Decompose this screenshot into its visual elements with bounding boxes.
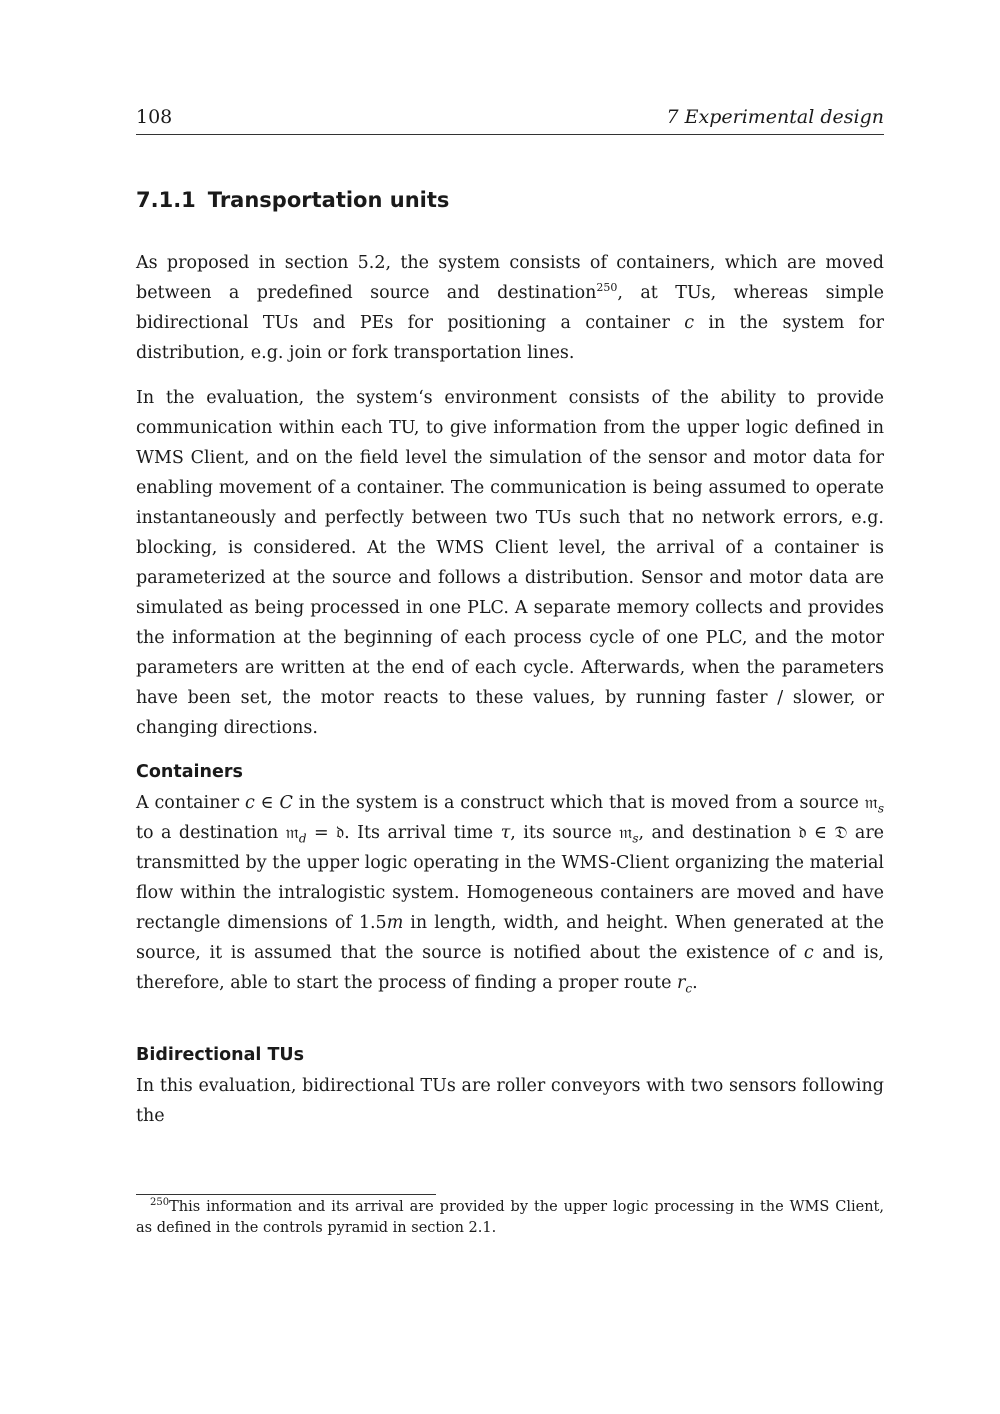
text-run: in the system is a construct which that is moved from a source: [292, 793, 865, 813]
math-var: m: [386, 913, 404, 933]
bidirectional-paragraph: In this evaluation, bidirectional TUs are roller conveyors with two sensors following the: [136, 1076, 884, 1126]
math-expr: 𝔡 ∈ 𝔇: [798, 823, 848, 843]
math-expr: = 𝔡: [306, 823, 345, 843]
math-symbol: 𝔪: [864, 793, 878, 813]
text-run: As proposed in section 5.2, the system consists of containers, which are moved between a predefined source and destination: [136, 253, 884, 303]
text-run: , its source: [510, 823, 620, 843]
math-var: c: [803, 943, 814, 963]
page-number: 108: [136, 106, 173, 128]
math-var: c: [684, 313, 695, 333]
math-subscript: c: [685, 981, 693, 996]
chapter-title: 7 Experimental design: [666, 106, 884, 128]
math-subscript: s: [632, 831, 639, 846]
text-run: in length, width, and height. When generated at the source, it is assumed that the source is notified about the existence of: [136, 913, 884, 963]
math-subscript: d: [298, 831, 307, 846]
text-run: . Its arrival time: [344, 823, 501, 843]
math-expr: c ∈ C: [245, 793, 293, 813]
footnote-ref[interactable]: 250: [596, 281, 618, 295]
math-subscript: s: [877, 801, 884, 816]
math-symbol: 𝔪: [619, 823, 633, 843]
intro-paragraph-2: In the evaluation, the system‘s environment consists of the ability to provide communication within each TU, to give information from the upper logic defined in WMS Client, and on the field level the simulation of the sensor and motor data for enabling movement of a container. The communication is being assumed to operate instantaneously and perfectly between two TUs such that no network errors, e.g. blocking, is considered. At the WMS Client level, the arrival of a container is parameterized at the source and follows a distribution. Sensor and motor data are simulated as being processed in one PLC. A separate memory collects and provides the information at the beginning of each process cycle of one PLC, and the motor parameters are written at the end of each cycle. Afterwards, when the parameters have been set, the motor reacts to these values, by running faster / slower, or changing directions.: [136, 388, 884, 738]
text-run: , at TUs, whereas simple bidirectional TUs and PEs for positioning a container: [136, 283, 884, 333]
section-number: 7.1.1: [136, 188, 196, 212]
containers-paragraph: [136, 788, 884, 998]
running-header: [136, 106, 884, 135]
text-run: to a destination: [136, 823, 286, 843]
bidirectional-heading: Bidirectional TUs: [136, 1045, 305, 1065]
containers-heading: Containers: [136, 762, 243, 782]
intro-paragraph-1: [136, 248, 884, 368]
text-run: A container: [136, 793, 245, 813]
math-var: τ: [500, 823, 511, 843]
text-run: and is, therefore, able to start the process of finding a proper route: [136, 943, 884, 993]
text-run: , and destination: [638, 823, 799, 843]
footnote-rule: [136, 1194, 436, 1195]
math-var: r: [677, 973, 686, 993]
footnote-marker: 250: [150, 1197, 170, 1209]
text-run: in the system for distribution, e.g. join or fork transportation lines.: [136, 313, 884, 363]
text-run: .: [692, 973, 698, 993]
footnote: [136, 1197, 884, 1239]
footnote-text: This information and its arrival are provided by the upper logic processing in the WMS Client, as defined in the controls pyramid in section 2.1.: [136, 1199, 884, 1236]
section-heading: [136, 188, 449, 212]
text-run: are transmitted by the upper logic operating in the WMS-Client organizing the material flow within the intralogistic system. Homogeneous containers are moved and have rectangle dimensions of 1.5: [136, 823, 885, 933]
section-title: Transportation units: [207, 188, 450, 212]
math-symbol: 𝔪: [285, 823, 299, 843]
